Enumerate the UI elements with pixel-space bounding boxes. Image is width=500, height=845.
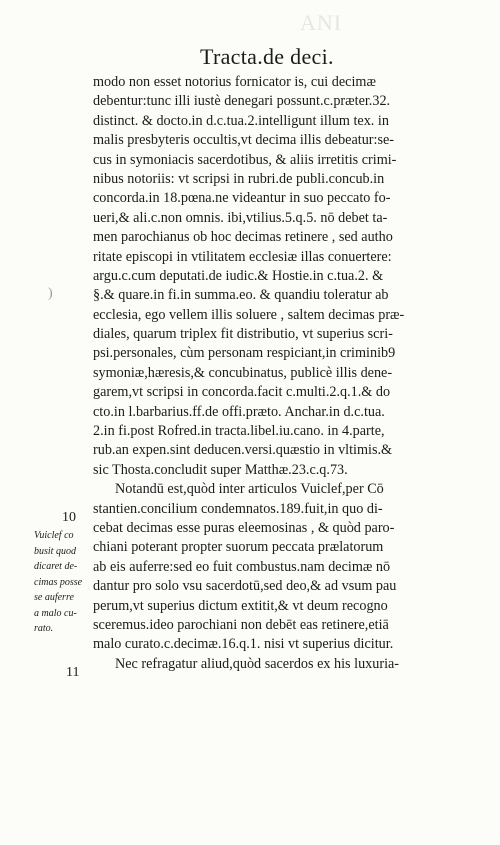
text-line: dantur pro solo vsu sacerdotū,sed deo,& ad vsum pau bbox=[93, 578, 397, 595]
text-line: debentur:tunc illi iustè denegari possunt.c.præter.32. bbox=[93, 93, 391, 110]
text-line: nibus notoriis: vt scripsi in rubri.de publi.concub.in bbox=[93, 170, 385, 187]
text-line: stantien.concilium condemnatos.189.fuit,in quo di- bbox=[93, 500, 383, 517]
text-line: sceremus.ideo parochiani non debēt eas retinere,etiā bbox=[93, 616, 389, 633]
text-line: ecclesia, ego vellem illis soluere , saltem decimas præ- bbox=[93, 306, 405, 323]
margin-note-line: rato. bbox=[34, 623, 54, 634]
margin-note-line: cimas posse bbox=[34, 576, 83, 588]
running-head: Tracta.de deci. bbox=[200, 44, 334, 69]
text-line: modo non esset notorius fornicator is, cui decimæ bbox=[93, 74, 376, 90]
text-line: sic Thosta.concludit super Matthæ.23.c.q.73. bbox=[93, 461, 348, 478]
margin-note-line: busit quod bbox=[34, 545, 76, 557]
section-number-11: 11 bbox=[66, 665, 80, 680]
text-line: distinct. & docto.in d.c.tua.2.intelligunt illum tex. in bbox=[93, 112, 389, 129]
paragraph-11-start: Nec refragatur aliud,quòd sacerdos ex his luxuria- bbox=[115, 655, 400, 672]
text-line: chiani poterant propter suorum peccata prælatorum bbox=[93, 539, 384, 556]
text-line: rub.an expen.sint deducen.versi.quæstio in vltimis.& bbox=[93, 442, 393, 459]
show-through-text: ANI bbox=[300, 10, 343, 35]
text-line: cebat decimas esse puras eleemosinas , & quòd paro- bbox=[93, 519, 395, 536]
text-line: perum,vt superius dictum extitit,& vt deum recogno bbox=[93, 597, 388, 614]
margin-note-line: se auferre bbox=[34, 592, 74, 603]
text-line: malo curato.c.decimæ.16.q.1. nisi vt superius dicitur. bbox=[93, 636, 394, 653]
text-line: ritate episcopi in vtilitatem ecclesiæ illas conuertere: bbox=[93, 248, 392, 265]
text-column bbox=[93, 73, 478, 674]
margin-note-line: Vuiclef co bbox=[34, 530, 74, 541]
text-line: diales, quarum triplex fit distributio, vt superius scri- bbox=[93, 326, 393, 343]
text-line: ueri,& ali.c.non omnis. ibi,vtilius.5.q.5. nō debet ta- bbox=[93, 209, 388, 226]
paragraph-10-start: Notandū est,quòd inter articulos Vuiclef,per Cō bbox=[115, 481, 384, 498]
text-line: men parochianus ob hoc decimas retinere , sed autho bbox=[93, 229, 393, 246]
section-number-10: 10 bbox=[62, 510, 76, 525]
text-line: cus in symoniacis sacerdotibus, & aliis irretitis crimi- bbox=[93, 151, 397, 168]
text-line: cto.in l.barbarius.ff.de offi.præto. Anchar.in d.c.tua. bbox=[93, 403, 385, 420]
margin-note-line: dicaret de- bbox=[34, 561, 78, 572]
text-line: argu.c.cum deputati.de iudic.& Hostie.in c.tua.2. & bbox=[93, 267, 384, 284]
text-line: malis presbyteris occultis,vt decima illis debeatur:se- bbox=[93, 132, 395, 149]
margin-note-line: a malo cu- bbox=[34, 607, 77, 619]
margin-bracket: ) bbox=[48, 286, 53, 301]
text-line: garem,vt scripsi in concorda.facit c.multi.2.q.1.& do bbox=[93, 384, 391, 401]
margin-note bbox=[34, 528, 92, 637]
text-line: psi.personales, cùm personam respiciant,in criminib9 bbox=[93, 345, 396, 362]
text-line: §.& quare.in fi.in summa.eo. & quandiu toleratur ab bbox=[93, 287, 389, 304]
text-line: symoniæ,hæresis,& concubinatus, publicè illis dene- bbox=[93, 364, 393, 381]
text-line: ab eis auferre:sed eo fuit combustus.nam decimæ nō bbox=[93, 558, 391, 575]
text-line: concorda.in 18.pœna.ne videantur in suo peccato fo- bbox=[93, 190, 391, 207]
text-line: 2.in fi.post Rofred.in tracta.libel.iu.cano. in 4.parte, bbox=[93, 423, 385, 440]
